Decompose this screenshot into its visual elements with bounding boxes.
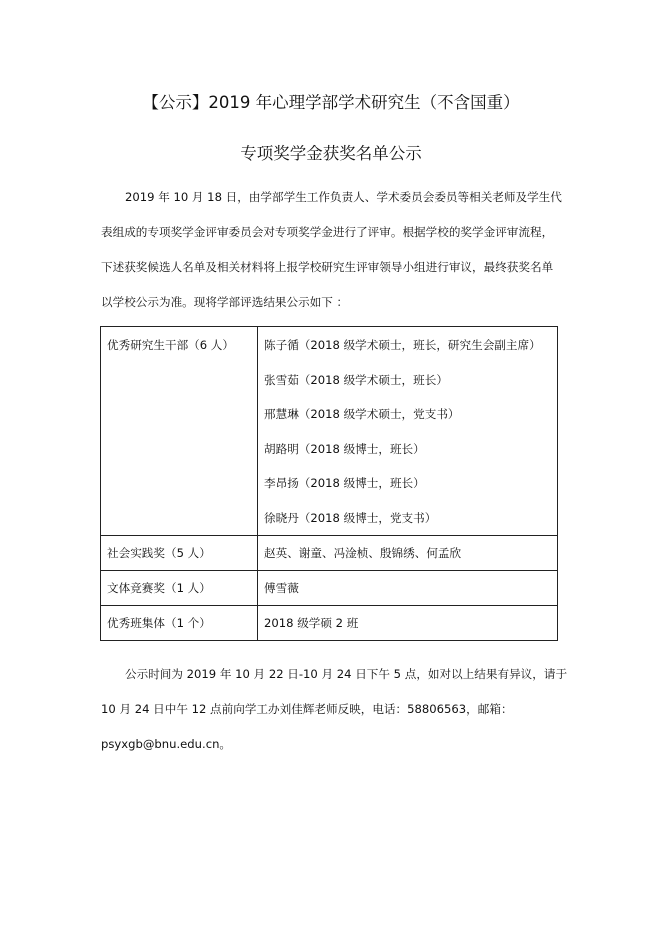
intro-line: 以学校公示为准。现将学部评选结果公示如下 ： — [101, 295, 349, 309]
winner: 邢慧琳（2018 级学术硕士，党支书） — [264, 407, 460, 422]
document-title-line1: 【公示】2019 年心理学部学术研究生（不含国重） — [142, 93, 520, 112]
award-name: 优秀班集体（1 个） — [101, 606, 258, 641]
notice-line: 10 月 24 日中午 12 点前向学工办刘佳辉老师反映，电话：58806563，邮箱： — [101, 702, 513, 716]
table-row — [101, 606, 558, 641]
winner: 胡路明（2018 级博士，班长） — [264, 441, 425, 456]
table-row — [101, 536, 558, 571]
intro-line: 2019 年 10 月 18 日，由学部学生工作负责人、学术委员会委员等相关老师及学生代 — [125, 190, 562, 204]
award-name: 社会实践奖（5 人） — [101, 536, 258, 571]
awards-table — [100, 326, 558, 641]
winners: 傅雪薇 — [258, 571, 558, 606]
intro-line: 下述获奖候选人名单及相关材料将上报学校研究生评审领导小组进行审议，最终获奖名单 — [101, 260, 554, 274]
notice-email: psyxgb@bnu.edu.cn。 — [101, 737, 232, 751]
table-row — [101, 327, 558, 536]
table-row — [101, 571, 558, 606]
winner: 李昂扬（2018 级博士，班长） — [264, 476, 425, 491]
winner: 张雪茹（2018 级学术硕士，班长） — [264, 372, 448, 387]
award-name: 优秀研究生干部（6 人） — [107, 338, 234, 352]
document-title-line2: 专项奖学金获奖名单公示 — [240, 144, 422, 163]
notice-line: 公示时间为 2019 年 10 月 22 日-10 月 24 日下午 5 点，如对以上结果有异议，请于 — [125, 667, 568, 681]
winner: 徐晓丹（2018 级博士，党支书） — [264, 510, 437, 525]
winner: 陈子循（2018 级学术硕士，班长，研究生会副主席） — [264, 338, 541, 352]
winners: 2018 级学硕 2 班 — [258, 606, 558, 641]
winners: 赵英、谢童、冯淦桢、殷锦绣、何孟欣 — [258, 536, 558, 571]
award-name: 文体竞赛奖（1 人） — [101, 571, 258, 606]
intro-line: 表组成的专项奖学金评审委员会对专项奖学金进行了评审。根据学校的奖学金评审流程， — [101, 225, 554, 239]
